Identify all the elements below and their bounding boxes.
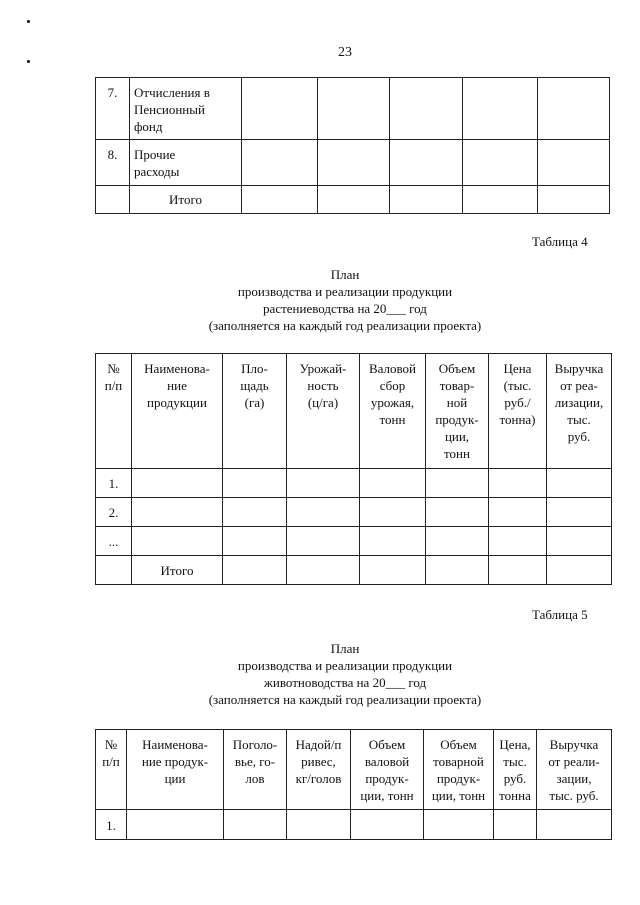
livestock-production-table	[95, 729, 612, 840]
row-label: Отчисления в Пенсионный фонд	[130, 78, 242, 140]
column-header: Наименова- ние продук- ции	[127, 730, 224, 810]
table4-title	[0, 266, 640, 334]
column-header: № п/п	[96, 730, 127, 810]
column-header: Урожай- ность (ц/га)	[287, 354, 360, 469]
header-row	[96, 730, 612, 810]
total-label: Итого	[130, 186, 242, 214]
row-number: 1.	[96, 469, 132, 498]
title-line: План	[330, 641, 360, 656]
row-number: 8.	[96, 140, 130, 186]
column-header: № п/п	[96, 354, 132, 469]
column-header: Цена (тыс. руб./ тонна)	[489, 354, 547, 469]
header-row	[96, 354, 612, 469]
column-header: Выручка от реа- лизации, тыс. руб.	[547, 354, 612, 469]
row-number: 7.	[96, 78, 130, 140]
page-number: 23	[338, 45, 352, 60]
table-row	[96, 78, 610, 140]
title-line: животноводства на 20___ год	[263, 675, 427, 690]
table-row	[96, 527, 612, 556]
total-row	[96, 186, 610, 214]
row-number: 1.	[96, 810, 127, 840]
title-line: План	[330, 267, 360, 282]
title-line: растениеводства на 20___ год	[263, 301, 427, 316]
crop-production-table	[95, 353, 612, 585]
table-row	[96, 498, 612, 527]
column-header: Объем товар- ной продук- ции, тонн	[426, 354, 489, 469]
column-header: Объем валовой продук- ции, тонн	[351, 730, 424, 810]
row-number: 2.	[96, 498, 132, 527]
title-line: (заполняется на каждый год реализации проекта)	[208, 318, 482, 333]
column-header: Наименова- ние продукции	[132, 354, 223, 469]
table5-title	[0, 640, 640, 708]
title-line: (заполняется на каждый год реализации проекта)	[208, 692, 482, 707]
column-header: Пло- щадь (га)	[223, 354, 287, 469]
row-label: Прочие расходы	[130, 140, 242, 186]
title-line: производства и реализации продукции	[237, 658, 453, 673]
column-header: Надой/п ривес, кг/голов	[287, 730, 351, 810]
column-header: Валовой сбор урожая, тонн	[360, 354, 426, 469]
table5-caption: Таблица 5	[532, 607, 588, 622]
table-row	[96, 810, 612, 840]
total-row	[96, 556, 612, 585]
column-header: Поголо- вье, го- лов	[224, 730, 287, 810]
column-header: Цена, тыс. руб. тонна	[494, 730, 537, 810]
table-row	[96, 140, 610, 186]
column-header: Выручка от реали- зации, тыс. руб.	[537, 730, 612, 810]
table4-caption: Таблица 4	[532, 234, 588, 249]
total-label: Итого	[132, 556, 223, 585]
margin-dot	[27, 20, 30, 23]
expenses-table-continuation	[95, 77, 610, 214]
title-line: производства и реализации продукции	[237, 284, 453, 299]
row-number: ...	[96, 527, 132, 556]
table-row	[96, 469, 612, 498]
column-header: Объем товарной продук- ции, тонн	[424, 730, 494, 810]
